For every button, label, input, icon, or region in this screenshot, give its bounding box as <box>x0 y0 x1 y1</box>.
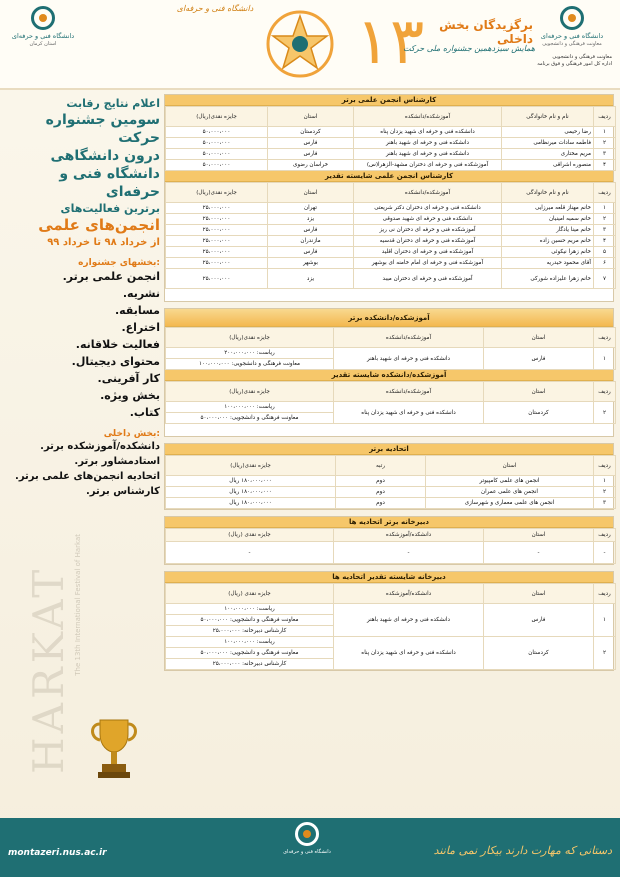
cell: ۱ <box>594 203 616 214</box>
union-top-table <box>165 455 616 509</box>
col-header: رتبه <box>336 456 426 476</box>
cell: ۵۰،۰۰۰،۰۰۰ <box>166 160 268 171</box>
table-row <box>166 203 616 214</box>
cell: آموزشکده فنی و حرفه ای دختران نی ریز <box>354 225 502 236</box>
logo-left-sub: استان کرمان <box>29 41 57 47</box>
cell: معاونت فرهنگی و دانشجویی: ۵۰،۰۰۰،۰۰۰ <box>166 413 334 424</box>
cell: خانم مهناز قلعه میرزایی <box>502 203 594 214</box>
cell: آموزشکده فنی و حرفه ای دختران مشهد-الزهرا(س) <box>354 160 502 171</box>
cell: ۱ <box>594 348 616 370</box>
secretariat-top-title: دبیرخانه برتر اتحادیه ها <box>165 517 613 528</box>
footer-logo-text: دانشگاه فنی و حرفه‌ای <box>283 849 331 855</box>
secretariat-merit-title: دبیرخانه شایسته تقدیر اتحادیه ها <box>165 572 613 583</box>
section-item: .محتوای دیجیتال <box>71 355 160 368</box>
cell: کارشناس دبیرخانه: ۲۵،۰۰۰،۰۰۰ <box>166 626 334 637</box>
cell: ۶ <box>594 258 616 269</box>
cell: دانشکده فنی و حرفه ای شهید یزدان پناه <box>354 127 502 138</box>
table-row <box>166 542 616 564</box>
union-block <box>164 443 614 510</box>
cell: منصوره اشراقی <box>502 160 594 171</box>
header-edition-number: ۱۳ <box>355 5 425 79</box>
cell: ۵۰،۰۰۰،۰۰۰ <box>166 149 268 160</box>
section-item: .اختراع <box>121 321 160 334</box>
col-header: استان <box>484 584 594 604</box>
cell: ریاست: ۱۰۰،۰۰۰،۰۰۰ <box>166 402 334 413</box>
cell: کارشناس دبیرخانه: ۲۵،۰۰۰،۰۰۰ <box>166 659 334 670</box>
section-item: .بخش ویژه <box>100 389 160 402</box>
table-row <box>166 160 616 171</box>
cell: معاونت فرهنگی و دانشجویی: ۵۰،۰۰۰،۰۰۰ <box>166 615 334 626</box>
header-title: برگزیدگان بخش داخلی <box>439 18 533 46</box>
cell: ۱۸۰،۰۰۰،۰۰۰ ریال <box>166 476 336 487</box>
col-header: دانشکده/آموزشکده <box>334 529 484 542</box>
cell: ۲ <box>594 214 616 225</box>
section-item: .فعالیت خلاقانه <box>75 338 160 351</box>
sections-label: بخشهای جشنواره: <box>78 258 160 268</box>
table-row <box>166 236 616 247</box>
cell: کردستان <box>484 637 594 670</box>
logo-left-name: دانشگاه فنی و حرفه‌ای <box>11 32 75 40</box>
cell: دانشکده فنی و حرفه ای شهید یزدان پناه <box>334 637 484 670</box>
cell: دوم <box>336 498 426 509</box>
cell: یزد <box>268 214 354 225</box>
college-top-title: آموزشکده/دانشکده برتر <box>165 309 613 327</box>
table-row <box>166 637 616 648</box>
cell: ریاست: ۲۰۰،۰۰۰،۰۰۰ <box>166 348 334 359</box>
col-header: ردیف <box>594 584 616 604</box>
col-header: آموزشکده/دانشکده <box>354 107 502 127</box>
cell: انجمن های علمی عمران <box>426 487 594 498</box>
internal-item: .اتحادیه انجمن‌های علمی برتر <box>15 471 160 482</box>
cell: رضا رحیمی <box>502 127 594 138</box>
col-header: استان <box>484 382 594 402</box>
header <box>0 0 620 90</box>
cell: آموزشکده فنی و حرفه ای دختران اقلید <box>354 247 502 258</box>
cell: ۱ <box>594 604 616 637</box>
col-header: ردیف <box>594 183 616 203</box>
cell: دانشکده فنی و حرفه ای شهید صدوقی <box>354 214 502 225</box>
table-row <box>166 604 616 615</box>
cell: کردستان <box>268 127 354 138</box>
col-header: ردیف <box>594 328 616 348</box>
secretariat-top-block <box>164 516 614 565</box>
table-row <box>166 269 616 289</box>
header-subtitle: همایش سیزدهمین جشنواره ملی حرکت <box>403 44 535 53</box>
cell: آموزشکده فنی و حرفه ای امام خامنه ای بوشهر <box>354 258 502 269</box>
expert-top-table <box>165 106 616 171</box>
cell: ۲ <box>594 487 616 498</box>
col-header: دانشکده/آموزشکده <box>334 584 484 604</box>
cell: خانم سمیه امینیان <box>502 214 594 225</box>
cell: فارس <box>268 149 354 160</box>
secretariat-top-table <box>165 528 616 564</box>
college-top-table <box>165 327 616 370</box>
expert-merit-title: کارشناس انجمن علمی شایسته تقدیر <box>165 171 613 182</box>
table-row <box>166 149 616 160</box>
expert-top-title: کارشناس انجمن علمی برتر <box>165 95 613 106</box>
internal-item: .استادمشاور برتر <box>74 456 160 467</box>
cell: دوم <box>336 487 426 498</box>
internal-item: .دانشکده/آموزشکده برتر <box>40 441 160 452</box>
cell: فارس <box>268 138 354 149</box>
tables-column <box>164 94 614 677</box>
table-row <box>166 138 616 149</box>
footer-logo <box>280 822 334 872</box>
announce-line: اعلام نتایج رقابت <box>66 97 160 110</box>
col-header: نام و نام خانوادگی <box>502 107 594 127</box>
announcement <box>6 96 160 250</box>
announce-line: برترین فعالیت‌های <box>60 202 160 215</box>
cell: تهران <box>268 203 354 214</box>
cell: معاونت فرهنگی و دانشجویی: ۵۰،۰۰۰،۰۰۰ <box>166 648 334 659</box>
cell: - <box>166 542 334 564</box>
left-column <box>6 94 160 814</box>
cell: ۲۵،۰۰۰،۰۰۰ <box>166 203 268 214</box>
header-right-line: معاونت فرهنگی و دانشجویی <box>552 54 612 60</box>
secretariat-merit-table <box>165 583 616 670</box>
university-logo-icon <box>560 6 584 30</box>
cell: دوم <box>336 476 426 487</box>
footer <box>0 818 620 877</box>
cell: - <box>334 542 484 564</box>
harkat-watermark: HARKAT <box>24 565 73 774</box>
cell: ۱ <box>594 127 616 138</box>
table-row <box>166 127 616 138</box>
logo-right-name: دانشگاه فنی و حرفه‌ای <box>540 32 604 40</box>
col-header: ردیف <box>594 529 616 542</box>
col-header: ردیف <box>594 107 616 127</box>
cell: ۴ <box>594 236 616 247</box>
col-header: استان <box>268 183 354 203</box>
section-item: .مسابقه <box>114 304 160 317</box>
table-row <box>166 402 616 413</box>
cell: - <box>594 542 616 564</box>
cell: ۳ <box>594 149 616 160</box>
gear-logo-icon <box>295 822 319 846</box>
university-logo-icon <box>31 6 55 30</box>
cell: کردستان <box>484 402 594 424</box>
cell: ۲۵،۰۰۰،۰۰۰ <box>166 225 268 236</box>
col-header: ردیف <box>594 382 616 402</box>
cell: ۵۰،۰۰۰،۰۰۰ <box>166 127 268 138</box>
cell: ۲۵،۰۰۰،۰۰۰ <box>166 258 268 269</box>
announce-line: دانشگاه فنی و حرفه‌ای <box>59 166 160 200</box>
cell: ۱۸۰،۰۰۰،۰۰۰ ریال <box>166 498 336 509</box>
cell: دانشکده فنی و حرفه ای شهید یزدان پناه <box>334 402 484 424</box>
section-item: .نشریه <box>122 287 160 300</box>
table-row <box>166 214 616 225</box>
expert-merit-table <box>165 182 616 289</box>
col-header: نام و نام خانوادگی <box>502 183 594 203</box>
cell: ۴ <box>594 160 616 171</box>
col-header: استان <box>484 529 594 542</box>
footer-url-link[interactable]: montazeri.nus.ac.ir <box>8 848 107 858</box>
col-header: استان <box>426 456 594 476</box>
cell: انجمن های علمی کامپیوتر <box>426 476 594 487</box>
cell: ۲ <box>594 402 616 424</box>
table-row <box>166 476 616 487</box>
section-item: .کار آفرینی <box>97 372 160 385</box>
cell: ۵۰،۰۰۰،۰۰۰ <box>166 138 268 149</box>
col-header: استان <box>484 328 594 348</box>
cell: معاونت فرهنگی و دانشجویی: ۱۰۰،۰۰۰،۰۰۰ <box>166 359 334 370</box>
internal-item: .کارشناس برتر <box>85 486 160 497</box>
announce-date: از خرداد ۹۸ تا خرداد ۹۹ <box>47 237 160 248</box>
expert-block <box>164 94 614 302</box>
trophy-icon <box>86 714 142 784</box>
cell: خانم مریم حسین زاده <box>502 236 594 247</box>
spacer <box>165 424 613 436</box>
cell: دانشکده فنی و حرفه ای شهید باهنر <box>334 604 484 637</box>
footer-quote: دستانی که مهارت دارند بیکار نمی مانند <box>433 844 612 857</box>
cell: - <box>484 542 594 564</box>
cell: ۵ <box>594 247 616 258</box>
header-swirl-text: دانشگاه فنی و حرفه‌ای <box>176 4 254 13</box>
cell: فاطمه سادات میرنظامی <box>502 138 594 149</box>
harkat-watermark-sub: The 13th International Festival of Harkat <box>74 534 82 676</box>
cell: خانم زهرا نیکوئی <box>502 247 594 258</box>
cell: ۲ <box>594 637 616 670</box>
section-item: .انجمن علمی برتر <box>62 270 160 283</box>
col-header: جایزه نقدی(ریال) <box>166 456 336 476</box>
cell: فارس <box>484 348 594 370</box>
internal-label: بخش داخلی: <box>103 429 160 439</box>
cell: ۲ <box>594 138 616 149</box>
col-header: جایزه نقدی(ریال) <box>166 107 268 127</box>
cell: مازندران <box>268 236 354 247</box>
announce-line: درون دانشگاهی <box>50 148 160 164</box>
cell: آموزشکده فنی و حرفه ای دختران قدسیه <box>354 236 502 247</box>
spacer <box>165 289 613 301</box>
cell: ۷ <box>594 269 616 289</box>
cell: ریاست: ۱۰۰،۰۰۰،۰۰۰ <box>166 604 334 615</box>
col-header: استان <box>268 107 354 127</box>
cell: یزد <box>268 269 354 289</box>
cell: مریم مختاری <box>502 149 594 160</box>
union-top-title: اتحادیه برتر <box>165 444 613 455</box>
logo-left <box>8 6 78 66</box>
cell: آقای محمود حیدریه <box>502 258 594 269</box>
cell: دانشکده فنی و حرفه ای دختران دکتر شریعتی <box>354 203 502 214</box>
cell: خانم زهرا علیزاده شورکی <box>502 269 594 289</box>
col-header: آموزشکده/دانشکده <box>334 382 484 402</box>
cell: ۲۵،۰۰۰،۰۰۰ <box>166 269 268 289</box>
col-header: آموزشکده/دانشکده <box>334 328 484 348</box>
table-row <box>166 258 616 269</box>
cell: فارس <box>268 247 354 258</box>
college-merit-table <box>165 381 616 424</box>
col-header: جایزه نقدی (ریال) <box>166 584 334 604</box>
cell: فارس <box>268 225 354 236</box>
col-header: جایزه نقدی(ریال) <box>166 382 334 402</box>
header-right-line: اداره کل امور فرهنگی و فوق برنامه <box>537 61 612 67</box>
cell: ۲۵،۰۰۰،۰۰۰ <box>166 214 268 225</box>
col-header: جایزه نقدی(ریال) <box>166 328 334 348</box>
header-right-lines <box>528 54 612 68</box>
table-row <box>166 247 616 258</box>
college-merit-title: آموزشکده/دانشکده شایسته تقدیر <box>165 370 613 381</box>
col-header: جایزه نقدی (ریال) <box>166 529 334 542</box>
table-row <box>166 487 616 498</box>
cell: ۳ <box>594 225 616 236</box>
cell: ریاست: ۱۰۰،۰۰۰،۰۰۰ <box>166 637 334 648</box>
cell: ۱۸۰،۰۰۰،۰۰۰ ریال <box>166 487 336 498</box>
festival-emblem-icon <box>255 2 345 86</box>
table-row <box>166 225 616 236</box>
cell: خانم مینا یادگار <box>502 225 594 236</box>
table-row <box>166 498 616 509</box>
secretariat-merit-block <box>164 571 614 671</box>
cell: آموزشکده فنی و حرفه ای دختران میبد <box>354 269 502 289</box>
cell: دانشکده فنی و حرفه ای شهید باهنر <box>354 149 502 160</box>
cell: خراسان رضوی <box>268 160 354 171</box>
college-block <box>164 308 614 437</box>
sections-list <box>6 268 160 421</box>
cell: ۲۵،۰۰۰،۰۰۰ <box>166 247 268 258</box>
logo-right-sub: معاونت فرهنگی و دانشجویی <box>542 41 602 47</box>
cell: دانشکده فنی و حرفه ای شهید باهنر <box>334 348 484 370</box>
cell: ۳ <box>594 498 616 509</box>
cell: بوشهر <box>268 258 354 269</box>
cell: انجمن های علمی معماری و شهرسازی <box>426 498 594 509</box>
col-header: ردیف <box>594 456 616 476</box>
internal-list <box>6 439 160 499</box>
announce-line: سومین جشنواره حرکت <box>45 112 160 146</box>
cell: ۱ <box>594 476 616 487</box>
announce-line: انجمن‌های علمی <box>38 216 160 234</box>
table-row <box>166 348 616 359</box>
cell: فارس <box>484 604 594 637</box>
cell: ۲۵،۰۰۰،۰۰۰ <box>166 236 268 247</box>
col-header: جایزه نقدی(ریال) <box>166 183 268 203</box>
cell: دانشکده فنی و حرفه ای شهید باهنر <box>354 138 502 149</box>
col-header: آموزشکده/دانشکده <box>354 183 502 203</box>
section-item: .کتاب <box>129 406 160 419</box>
